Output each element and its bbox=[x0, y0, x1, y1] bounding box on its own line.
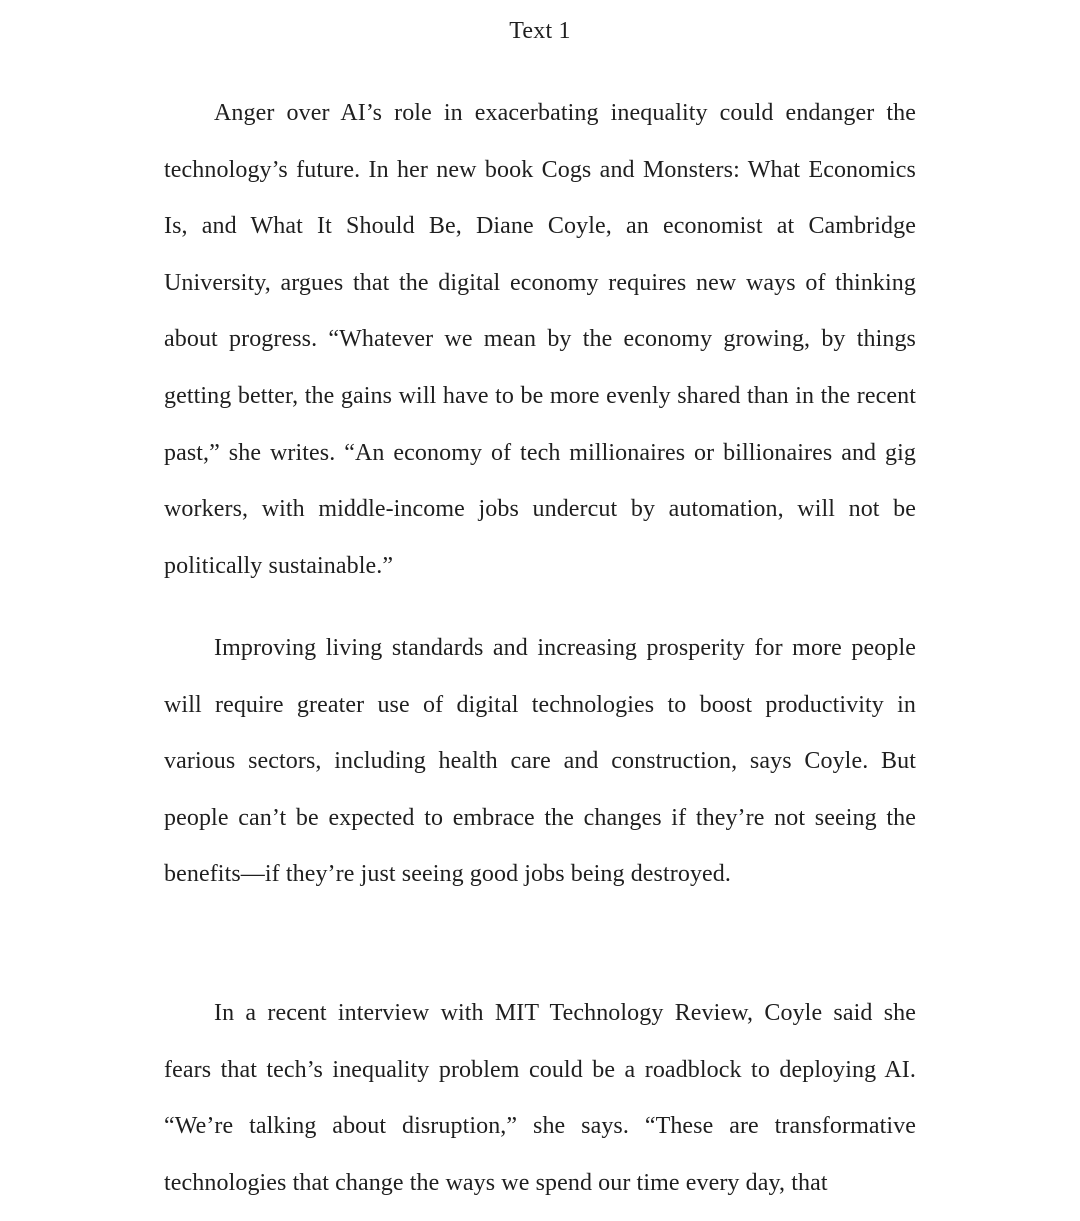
paragraph-3: In a recent interview with MIT Technology Review, Coyle said she fears that tech’s inequality problem could be a roadblock to deploying AI. “We’re talking about disruption,” she says. “These are transformative technologies that change the ways we spend our time every day, that bbox=[164, 1000, 916, 1196]
paragraph-2: Improving living standards and increasing prosperity for more people will require greater use of digital technologies to boost productivity in various sectors, including health care and construction, says Coyle. But people can’t be expected to embrace the changes if they’re not seeing the benefits—if they’re just seeing good jobs being destroyed. bbox=[164, 635, 916, 888]
document-title: Text 1 bbox=[509, 18, 571, 44]
paragraph-1: Anger over AI’s role in exacerbating inequality could endanger the technology’s future. In her new book Cogs and Monsters: What Economics Is, and What It Should Be, Diane Coyle, an economist at Cambridge University, argues that the digital economy requires new ways of thinking about progress. “Whatever we mean by the economy growing, by things getting better, the gains will have to be more evenly shared than in the recent past,” she writes. “An economy of tech millionaires or billionaires and gig workers, with middle-income jobs undercut by automation, will not be politically sustainable.” bbox=[164, 100, 916, 579]
